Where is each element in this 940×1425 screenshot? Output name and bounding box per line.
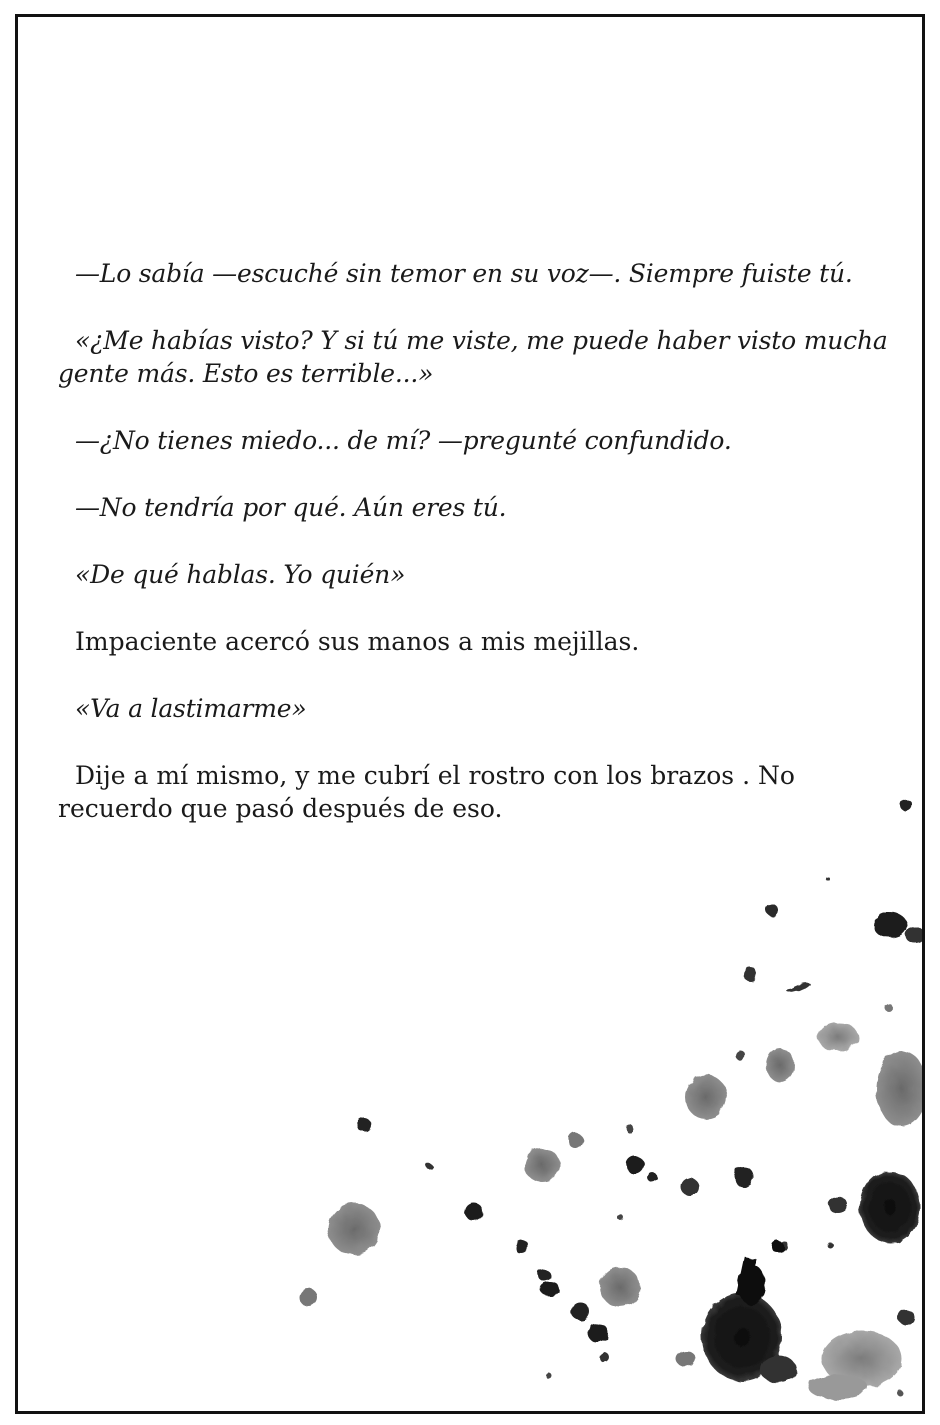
paragraph-5: «De qué hablas. Yo quién» xyxy=(75,560,406,589)
paragraph-2: «¿Me habías visto? Y si tú me viste, me puede haber visto mucha gente más. Esto es terrible...» xyxy=(58,326,888,388)
paragraph-6: Impaciente acercó sus manos a mis mejillas. xyxy=(75,627,640,656)
paragraph-1: —Lo sabía —escuché sin temor en su voz—. Siempre fuiste tú. xyxy=(75,259,853,288)
page-frame xyxy=(15,14,925,1414)
paragraph-8: Dije a mí mismo, y me cubrí el rostro con los brazos . No recuerdo que pasó después de eso. xyxy=(58,761,795,823)
paragraph-4: —No tendría por qué. Aún eres tú. xyxy=(75,493,507,522)
paragraph-7: «Va a lastimarme» xyxy=(75,694,307,723)
paragraph-3: —¿No tienes miedo... de mí? —pregunté confundido. xyxy=(75,426,732,455)
story-text xyxy=(58,257,898,859)
